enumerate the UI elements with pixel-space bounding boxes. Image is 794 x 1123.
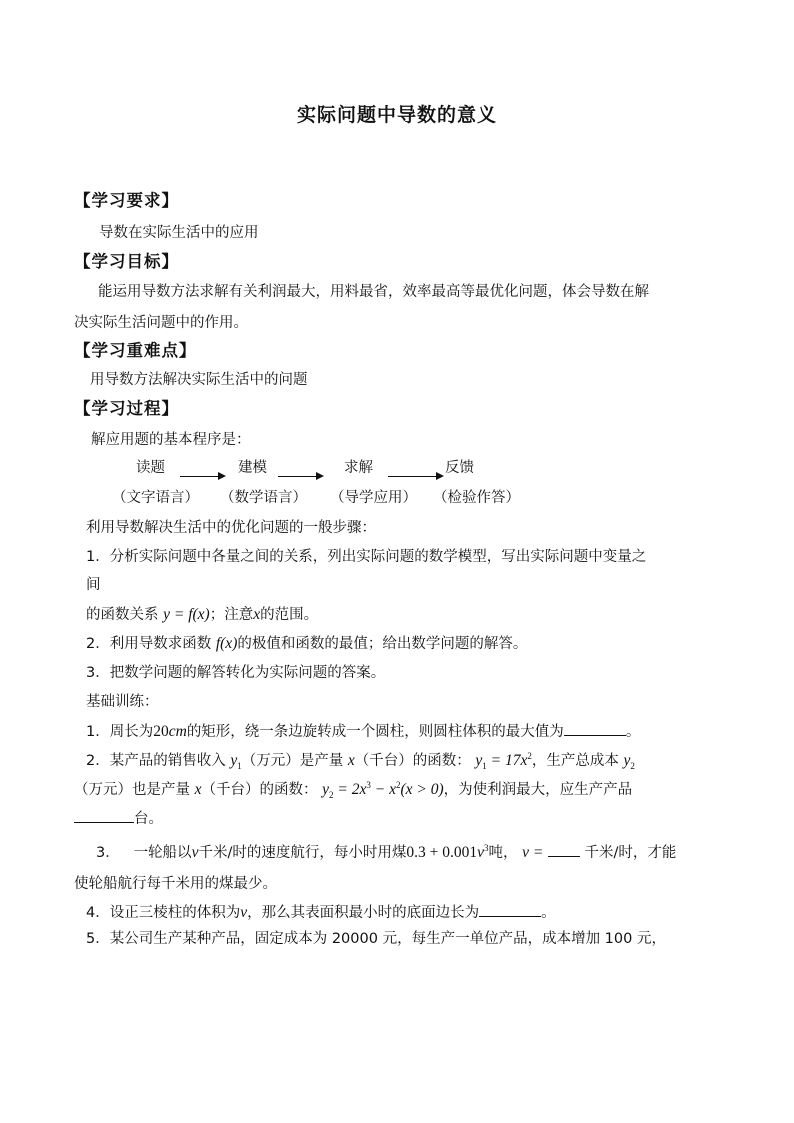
question-2-line3: 台。 bbox=[74, 807, 163, 828]
answer-blank[interactable] bbox=[564, 721, 626, 736]
step2: 2．利用导数求函数 f(x)的极值和函数的最值；给出数学问题的解答。 bbox=[86, 635, 528, 652]
step1-line2: 间 bbox=[86, 577, 101, 593]
question-3-line1: 3． 一轮船以v千米/时的速度航行，每小时用煤$0.3 + 0.001v^3$吨， v = 千米/时，才能 bbox=[96, 842, 677, 861]
formula-y-fx: y = f(x) bbox=[163, 606, 210, 623]
answer-blank[interactable] bbox=[479, 902, 541, 917]
formula-coal: $0.3 + 0.001v^3$ bbox=[406, 842, 489, 861]
var-y1: $y_1$ bbox=[230, 752, 242, 772]
question-2-line1: 2．某产品的销售收入 $y_1$（万元）是产量 x（千台）的函数： $y_1 = 17x^2$，生产总成本 $y_2$ bbox=[86, 750, 635, 772]
practice-heading: 基础训练： bbox=[86, 694, 159, 710]
var-y2: $y_2$ bbox=[623, 752, 635, 772]
arrow-icon bbox=[388, 476, 442, 477]
flow-label-math: （数学语言） bbox=[220, 490, 307, 506]
flow-step-model: 建模 bbox=[238, 460, 267, 476]
goals-line2: 决实际生活问题中的作用。 bbox=[74, 315, 248, 331]
answer-blank[interactable] bbox=[74, 808, 134, 823]
step1-line3: 的函数关系 y = f(x)；注意x的范围。 bbox=[86, 606, 319, 623]
flow-label-apply: （导学应用） bbox=[330, 490, 417, 506]
q1-value: 20cm bbox=[153, 723, 187, 740]
process-intro: 解应用题的基本程序是： bbox=[91, 432, 251, 448]
answer-blank[interactable] bbox=[548, 842, 580, 857]
question-2-line2: （万元）也是产量 x（千台）的函数： $y_2 = 2x^3 - x^2(x > 0)$，为使利润最大，应生产产品 bbox=[74, 779, 633, 801]
flow-label-text: （文字语言） bbox=[112, 490, 199, 506]
question-5: 5．某公司生产某种产品，固定成本为 20000 元，每生产一单位产品，成本增加 100 元， bbox=[86, 931, 666, 947]
flow-step-solve: 求解 bbox=[344, 460, 373, 476]
question-4: 4．设正三棱柱的体积为v，那么其表面积最小时的底面边长为 。 bbox=[86, 904, 556, 921]
steps-intro: 利用导数解决生活中的优化问题的一般步骤： bbox=[86, 520, 376, 536]
heading-key-points: 【学习重难点】 bbox=[74, 341, 197, 360]
goals-line1: 能运用导数方法求解有关利润最大，用料最省，效率最高等最优化问题，体会导数在解 bbox=[98, 284, 649, 300]
formula-y2: $y_2 = 2x^3 - x^2(x > 0)$ bbox=[322, 779, 444, 801]
flow-step-feedback: 反馈 bbox=[445, 460, 474, 476]
requirements-text: 导数在实际生活中的应用 bbox=[99, 225, 259, 241]
flow-label-check: （检验作答） bbox=[433, 490, 520, 506]
arrow-icon bbox=[180, 476, 224, 477]
step3: 3．把数学问题的解答转化为实际问题的答案。 bbox=[86, 665, 386, 681]
key-points-text: 用导数方法解决实际生活中的问题 bbox=[90, 372, 308, 388]
formula-fx: f(x) bbox=[215, 635, 238, 652]
heading-goals: 【学习目标】 bbox=[74, 252, 179, 271]
page-title: 实际问题中导数的意义 bbox=[296, 104, 497, 126]
question-1: 1．周长为20cm的矩形，绕一条边旋转成一个圆柱，则圆柱体积的最大值为 。 bbox=[86, 723, 641, 740]
formula-y1: $y_1 = 17x^2$ bbox=[475, 750, 532, 772]
heading-process: 【学习过程】 bbox=[74, 399, 179, 418]
heading-requirements: 【学习要求】 bbox=[74, 191, 179, 210]
arrow-icon bbox=[278, 476, 322, 477]
step1-line1: 1．分析实际问题中各量之间的关系，列出实际问题的数学模型，写出实际问题中变量之 bbox=[86, 549, 647, 565]
flow-step-read: 读题 bbox=[136, 460, 165, 476]
question-3-line2: 使轮船航行每千米用的煤最少。 bbox=[74, 876, 277, 892]
